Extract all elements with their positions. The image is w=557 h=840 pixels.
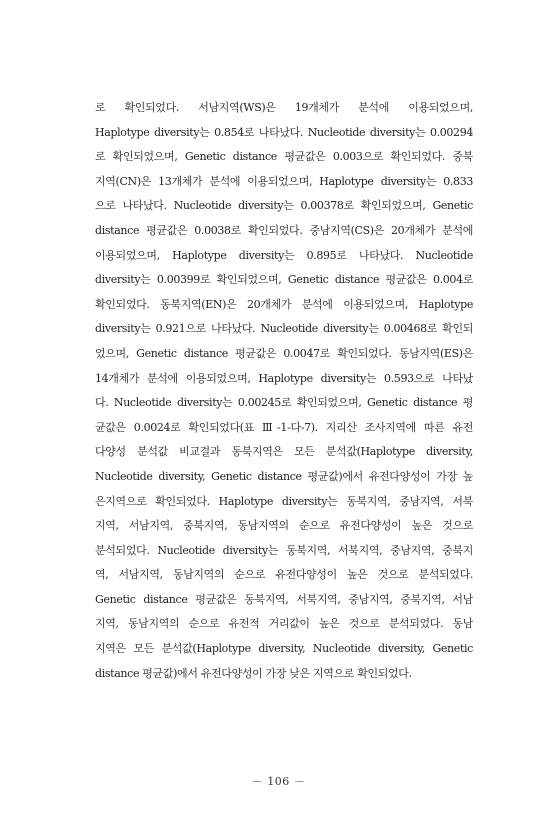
text-line: 은지역으로 확인되었다. Haplotype diversity는 동북지역, 중남지역, 서북 (95, 494, 473, 508)
page-number: － 106 － (251, 775, 306, 788)
text-line: 다양성 분석값 비교결과 동북지역은 모든 분석값(Haplotype diversity, (95, 445, 473, 459)
text-line: 다. Nucleotide diversity는 0.00245로 확인되었으며, Genetic distance 평 (95, 396, 473, 410)
text-line: 확인되었다. 동북지역(EN)은 20개체가 분석에 이용되었으며, Haplotype (95, 297, 473, 311)
text-line: 분석되었다. Nucleotide diversity는 동북지역, 서북지역, 중남지역, 중북지 (95, 543, 473, 557)
text-line: 역, 서남지역, 동남지역의 순으로 유전다양성이 높은 것으로 분석되었다. (95, 568, 473, 582)
body-paragraph (95, 96, 473, 686)
text-line: Genetic distance 평균값은 동북지역, 서북지역, 중남지역, 중북지역, 서남 (95, 592, 473, 606)
text-line: 지역(CN)은 13개체가 분석에 이용되었으며, Haplotype diversity는 0.833 (95, 174, 473, 188)
text-line: 이용되었으며, Haplotype diversity는 0.895로 나타났다. Nucleotide (95, 248, 473, 262)
text-line: 14개체가 분석에 이용되었으며, Haplotype diversity는 0.593으로 나타났 (95, 371, 473, 385)
text-line: 지역, 서남지역, 중북지역, 동남지역의 순으로 유전다양성이 높은 것으로 (95, 519, 473, 533)
text-line: 로 확인되었으며, Genetic distance 평균값은 0.003으로 확인되었다. 중북 (95, 150, 473, 164)
text-line: Haplotype diversity는 0.854로 나타났다. Nucleotide diversity는 0.00294 (95, 125, 473, 139)
text-line-last: distance 평균값)에서 유전다양성이 가장 낮은 지역으로 확인되었다. (95, 666, 412, 680)
text-line: 지역, 동남지역의 순으로 유전적 거리값이 높은 것으로 분석되었다. 동남 (95, 617, 473, 631)
text-line: 로 확인되었다. 서남지역(WS)은 19개체가 분석에 이용되었으며, (95, 101, 473, 114)
text-line: 균값은 0.0024로 확인되었다(표 Ⅲ-1-다-7). 지리산 조사지역에 따른 유전 (95, 420, 473, 434)
text-line: diversity는 0.00399로 확인되었으며, Genetic distance 평균값은 0.004로 (95, 273, 473, 287)
text-line: 으로 나타났다. Nucleotide diversity는 0.00378로 확인되었으며, Genetic (95, 199, 473, 213)
text-line: distance 평균값은 0.0038로 확인되었다. 중남지역(CS)은 20개체가 분석에 (95, 223, 473, 237)
text-line: 지역은 모든 분석값(Haplotype diversity, Nucleotide diversity, Genetic (95, 642, 473, 656)
text-line: diversity는 0.921으로 나타났다. Nucleotide diversity는 0.00468로 확인되 (95, 322, 473, 336)
text-line: Nucleotide diversity, Genetic distance 평균값)에서 유전다양성이 가장 높 (95, 469, 473, 483)
text-line: 었으며, Genetic distance 평균값은 0.0047로 확인되었다. 동남지역(ES)은 (95, 346, 473, 360)
